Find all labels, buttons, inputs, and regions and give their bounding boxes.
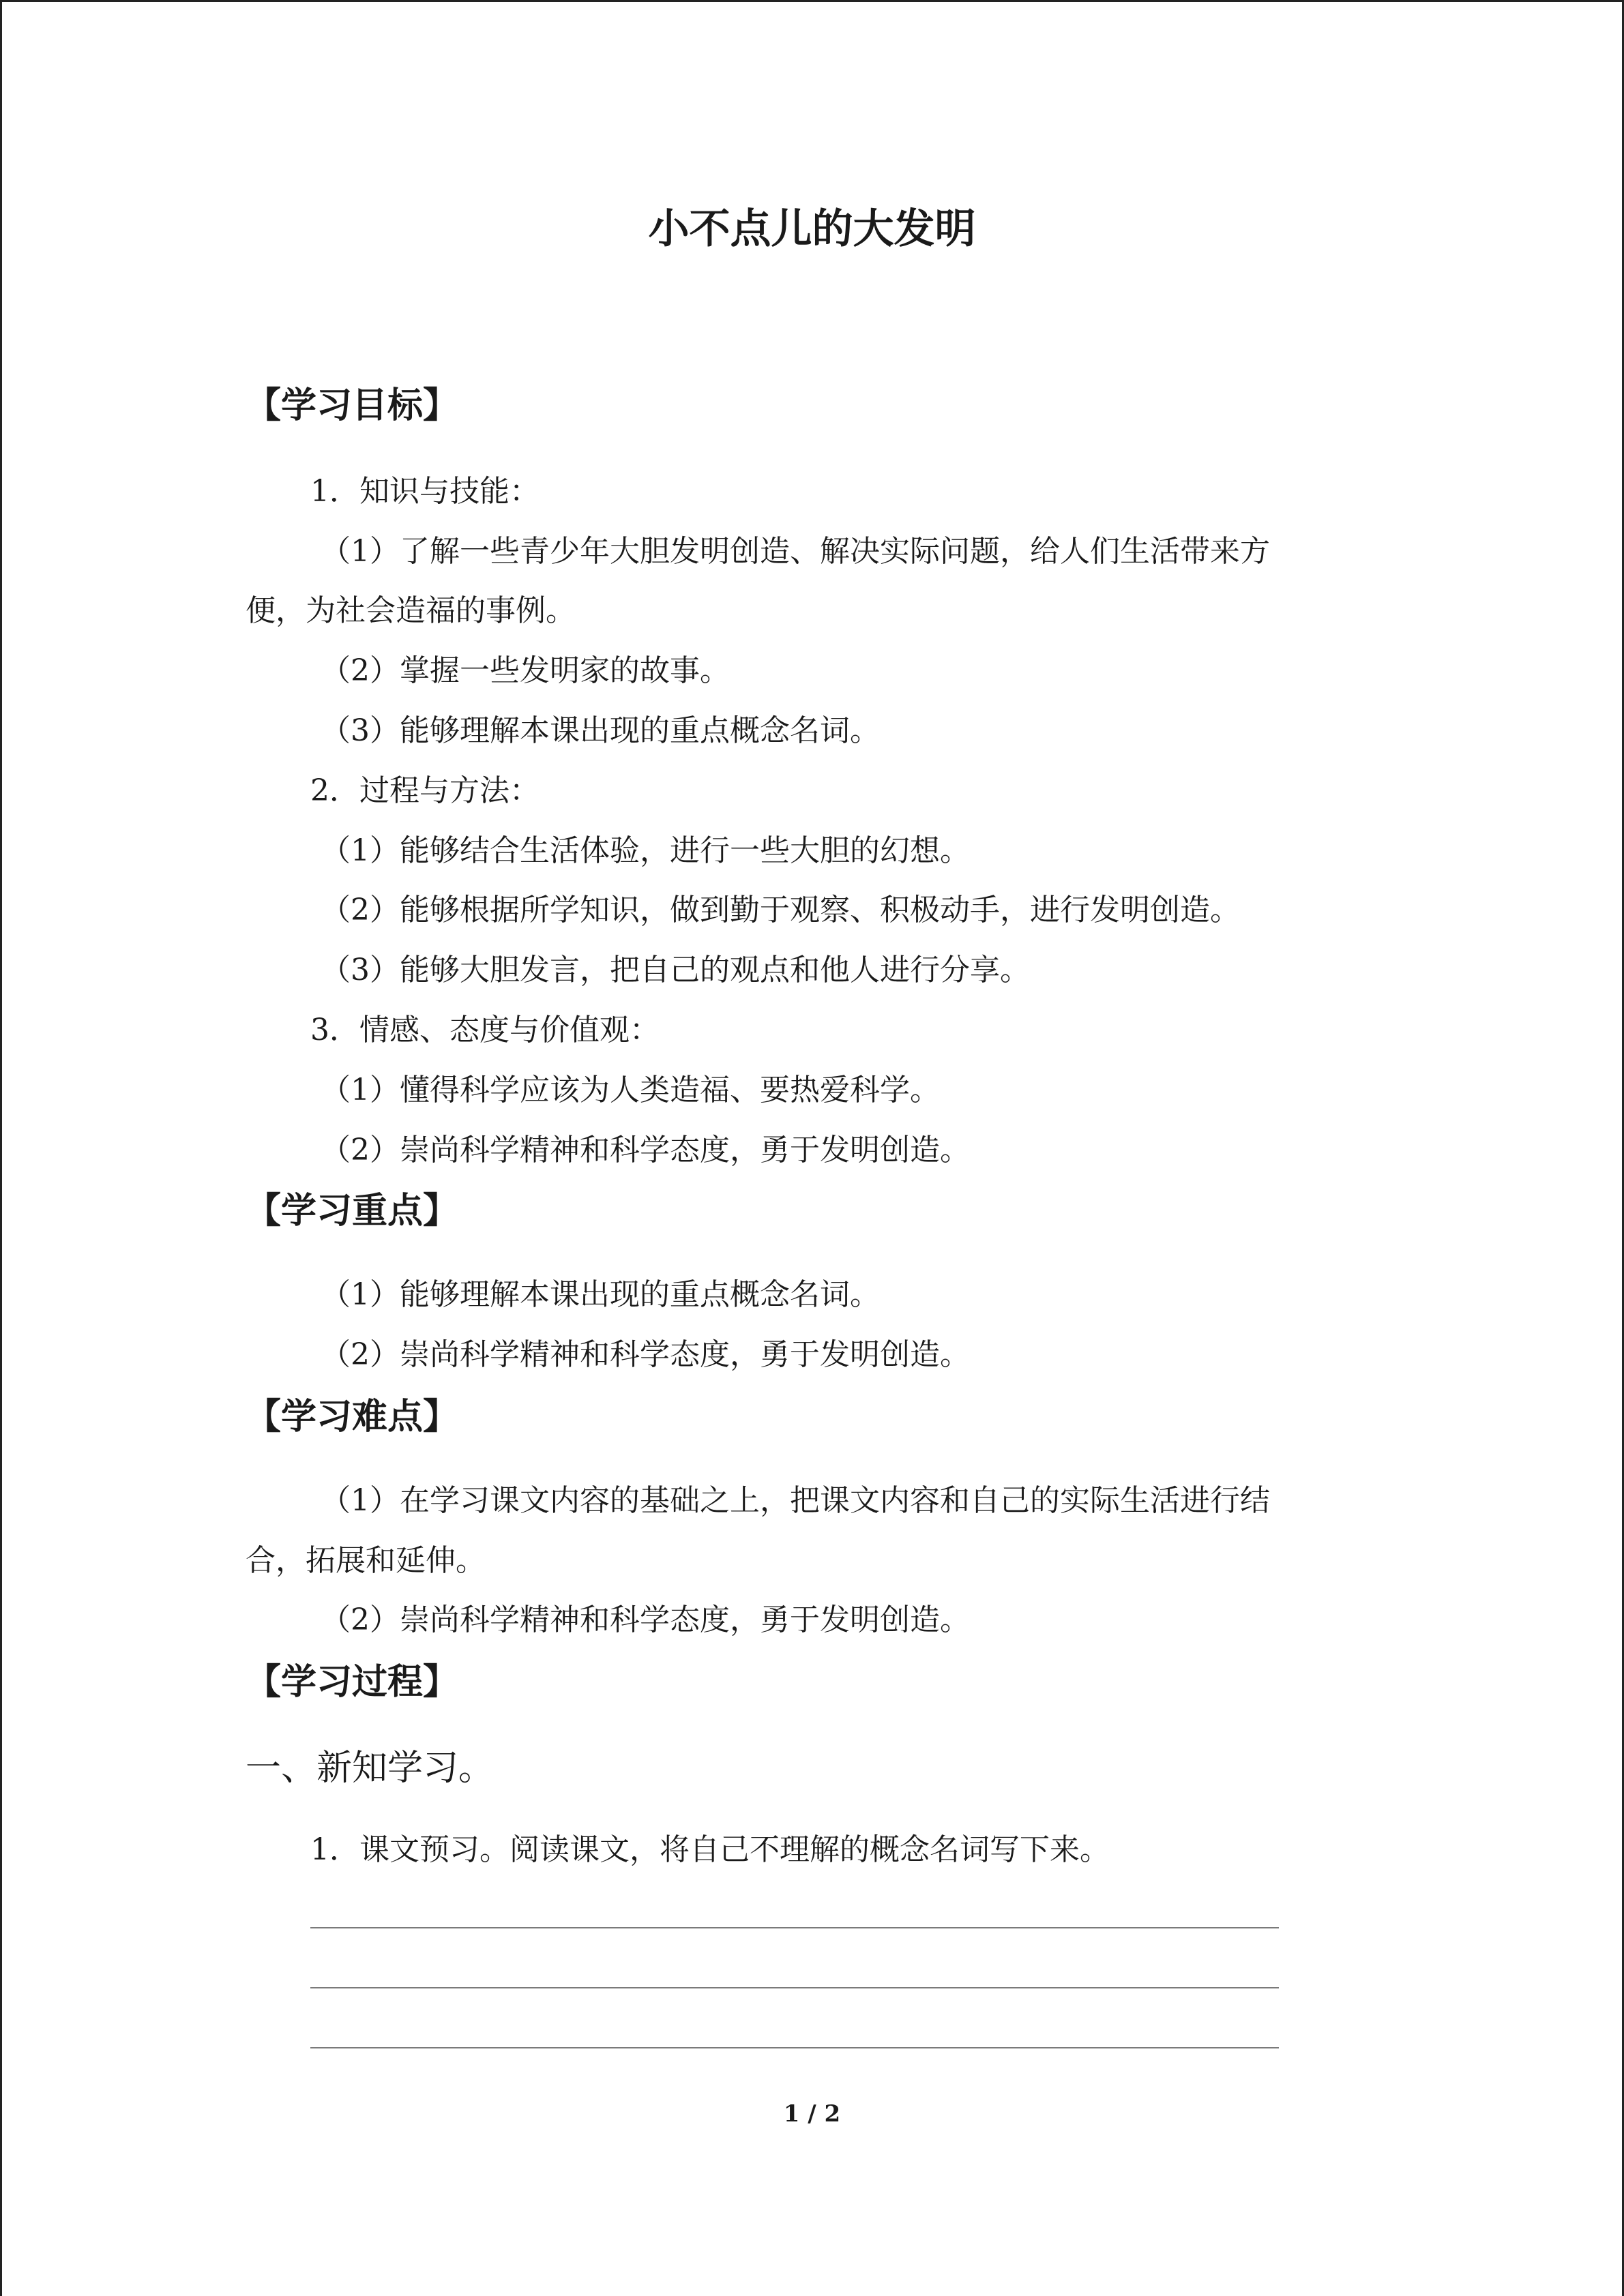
process-task-1: 1．课文预习。阅读课文，将自己不理解的概念名词写下来。 xyxy=(310,1832,1110,1867)
objective-knowledge-item-1: （1）了解一些青少年大胆发明创造、解决实际问题，给人们生活带来方 xyxy=(321,534,1270,569)
page-title: 小不点儿的大发明 xyxy=(648,205,976,253)
process-part-1-title: 一、新知学习。 xyxy=(246,1748,494,1789)
objective-emotion-item-1: （1）懂得科学应该为人类造福、要热爱科学。 xyxy=(321,1073,940,1107)
key-point-item-1: （1）能够理解本课出现的重点概念名词。 xyxy=(321,1277,880,1312)
answer-blank-line xyxy=(310,2047,1279,2048)
difficulty-item-1-cont: 合，拓展和延伸。 xyxy=(246,1543,486,1578)
objective-process-item-1: （1）能够结合生活体验，进行一些大胆的幻想。 xyxy=(321,833,970,868)
section-heading-difficulties: 【学习难点】 xyxy=(246,1397,459,1437)
objective-process-item-2: （2）能够根据所学知识，做到勤于观察、积极动手，进行发明创造。 xyxy=(321,893,1240,927)
objective-emotion-item-2: （2）崇尚科学精神和科学态度，勇于发明创造。 xyxy=(321,1133,970,1167)
objective-knowledge-item-2: （2）掌握一些发明家的故事。 xyxy=(321,653,730,688)
answer-blank-line xyxy=(310,1987,1279,1988)
section-heading-process: 【学习过程】 xyxy=(246,1662,459,1703)
objective-emotion-title: 3．情感、态度与价值观： xyxy=(310,1013,660,1047)
objective-process-item-3: （3）能够大胆发言，把自己的观点和他人进行分享。 xyxy=(321,953,1030,987)
difficulty-item-1: （1）在学习课文内容的基础之上，把课文内容和自己的实际生活进行结 xyxy=(321,1483,1270,1518)
objective-knowledge-title: 1．知识与技能： xyxy=(310,474,540,509)
objective-process-title: 2．过程与方法： xyxy=(310,773,540,808)
key-point-item-2: （2）崇尚科学精神和科学态度，勇于发明创造。 xyxy=(321,1337,970,1372)
section-heading-objectives: 【学习目标】 xyxy=(246,385,459,426)
objective-knowledge-item-3: （3）能够理解本课出现的重点概念名词。 xyxy=(321,713,880,748)
answer-blank-line xyxy=(310,1927,1279,1928)
difficulty-item-2: （2）崇尚科学精神和科学态度，勇于发明创造。 xyxy=(321,1602,970,1637)
page-number: 1 / 2 xyxy=(783,2100,841,2128)
section-heading-key-points: 【学习重点】 xyxy=(246,1191,459,1232)
objective-knowledge-item-1-cont: 便，为社会造福的事例。 xyxy=(246,593,576,628)
